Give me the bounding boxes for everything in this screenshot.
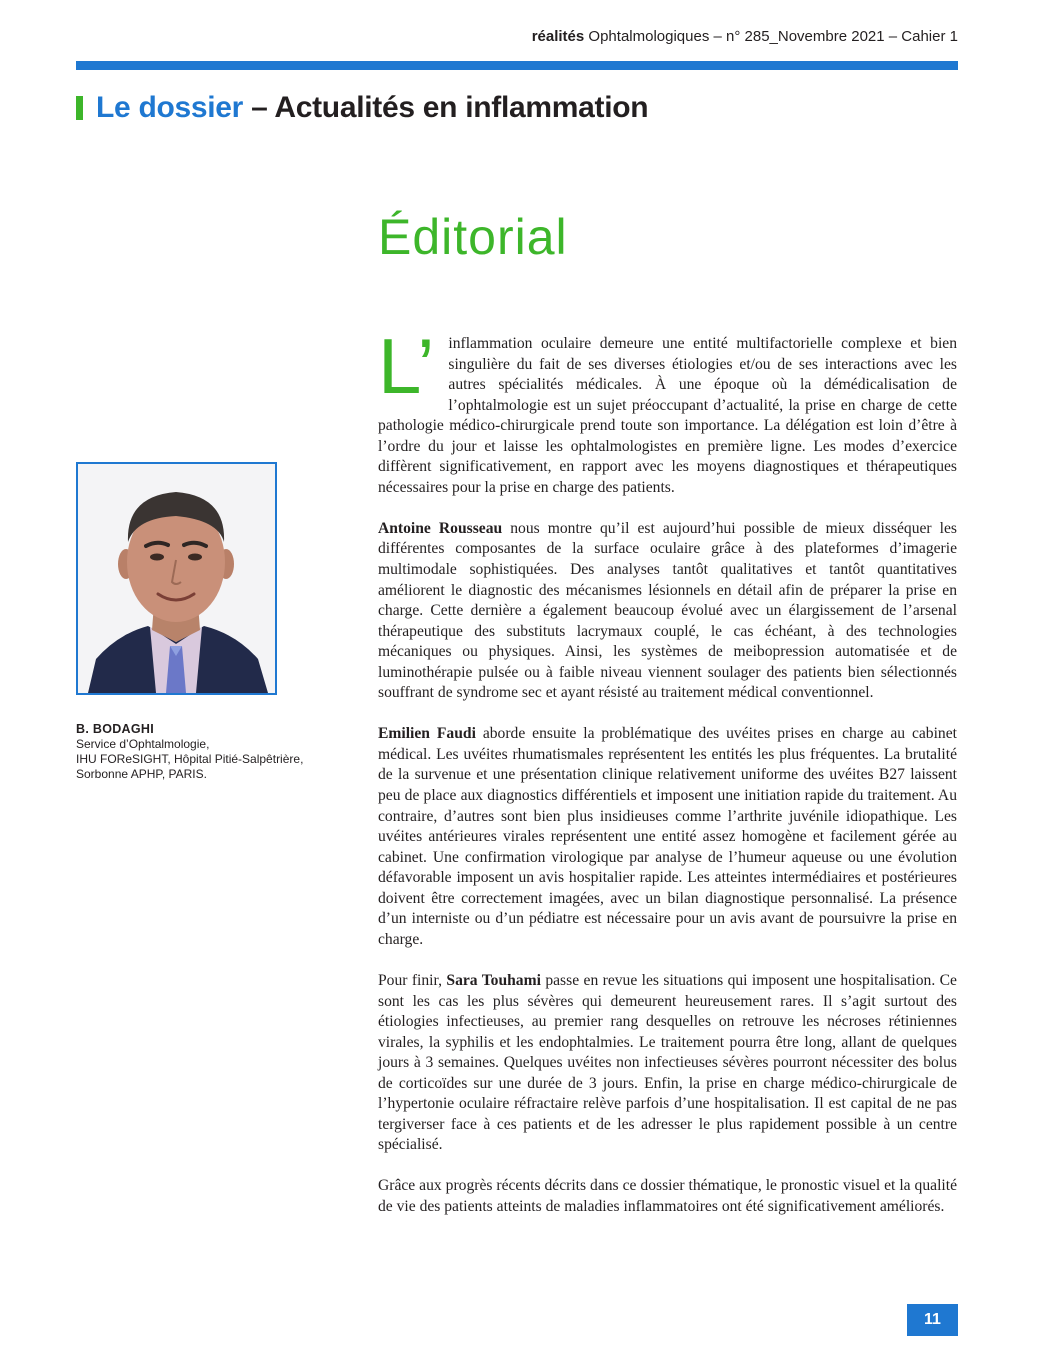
paragraph-text: nous montre qu’il est aujourd’hui possible de mieux disséquer les différentes composantes de la surface oculaire grâce à des plateformes d’imagerie multimodale sophistiquées. Des analyses tantôt qualitatives et tantôt quantitatives améliorent le diagnostic des mécanismes lésionnels en détail afin de préparer la prise en charge. Cette dernière a également beaucoup évolué avec un élargissement de l’arsenal thérapeutique des substituts lacrymaux couplé, le cas échéant, à des technologies mécaniques ou physiques. Ainsi, les systèmes de meibopression automatisée et de luminothérapie pulsée ou à faible niveau viennent soulager des patients bien sélectionnés souffrant de syndrome sec et ayant résisté au traitement médical conventionnel. xyxy=(378,519,957,702)
paragraph-conclusion: Grâce aux progrès récents décrits dans ce dossier thématique, le pronostic visuel et la qualité de vie des patients atteints de maladies inflammatoires ont été significativement améliorés. xyxy=(378,1177,957,1215)
drop-cap: L’ xyxy=(378,322,435,410)
author-affiliation: Sorbonne APHP, PARIS. xyxy=(76,767,207,781)
author-name: B. BODAGHI xyxy=(76,722,154,736)
paragraph-intro xyxy=(378,322,957,498)
page-title: Éditorial xyxy=(378,209,568,265)
paragraph-lead: Pour finir, xyxy=(378,971,447,989)
paragraph-text: aborde ensuite la problématique des uvéites prises en charge au cabinet médical. Les uvéites rhumatismales représentent les entités les plus fréquentes. La brutalité de la survenue et une présentation clinique relativement uniforme des uvéites B27 laissent peu de place aux diagnostics différentiels et imposent une initiation rapide du traitement. Au contraire, d’autres sont bien plus insidieuses comme l’arthrite juvénile idiopathique. Les uvéites antérieures virales représentent une entité assez homogène et facilement gérée au cabinet. Une confirmation virologique par analyse de l’humeur aqueuse ou une évolution défavorable imposent un avis hospitalier rapide. Les atteintes intermédiaires et postérieures doivent être correctement imagées, avec un bilan diagnostique personnalisé. La présence d’un interniste ou d’un pédiatre est nécessaire pour un avis avant de poursuivre la prise en charge. xyxy=(378,725,957,948)
paragraph-faudi xyxy=(378,724,957,950)
section-marker xyxy=(76,96,83,120)
author-affiliation: Service d’Ophtalmologie, xyxy=(76,737,210,751)
header-rule xyxy=(76,61,958,70)
paragraph-rousseau xyxy=(378,519,957,704)
paragraph-touhami xyxy=(378,971,957,1156)
journal-brand: réalités xyxy=(531,28,585,45)
section-title xyxy=(76,88,648,128)
running-head xyxy=(532,28,958,45)
page-number: 11 xyxy=(907,1304,958,1336)
dossier-topic: – Actualités en inflammation xyxy=(251,91,649,124)
paragraph-text: inflammation oculaire demeure une entité multifactorielle complexe et bien singulière du fait de ses diverses étiologies et/ou de ses interactions avec les autres spécialités médicales. À une époque où la démédicalisation de l’ophtalmologie est un sujet préoccupant d’actualité, la prise en charge de cette pathologie médico-chirurgicale prend toute son importance. La délégation est loin d’être à l’ordre du jour et laisse les ophtalmologistes en première ligne. Les modes d’exercice diffèrent significativement, en rapport avec les moyens diagnostiques et thérapeutiques nécessaires pour la prise en charge des patients. xyxy=(378,335,957,496)
author-photo xyxy=(76,462,277,695)
journal-issue: Ophtalmologiques – n° 285_Novembre 2021 – Cahier 1 xyxy=(588,28,958,45)
article-body xyxy=(378,322,957,1238)
author-mention: Sara Touhami xyxy=(446,971,541,989)
paragraph-text: passe en revue les situations qui imposent une hospitalisation. Ce sont les cas les plus sévères qui demeurent heureusement rares. Il s’agit surtout des étiologies infectieuses, au premier rang desquelles on retrouve les nécroses rétiniennes virales, la syphilis et les endophtalmies. Le traitement pourra être long, allant de quelques jours à 3 semaines. Quelques uvéites non infectieuses sévères pourront nécessiter des bolus de corticoïdes sur une durée de 3 jours. Enfin, la prise en charge médico-chirurgicale de l’hypertonie oculaire réfractaire relève parfois d’une hospitalisation. Il est capital de ne pas tergiverser face à ces patients et de les adresser le plus rapidement possible à un centre spécialisé. xyxy=(378,971,957,1154)
author-mention: Antoine Rousseau xyxy=(378,519,503,537)
author-info xyxy=(76,722,326,782)
author-portrait-icon xyxy=(78,464,275,693)
author-mention: Emilien Faudi xyxy=(378,725,476,743)
author-affiliation: IHU FOReSIGHT, Hôpital Pitié-Salpêtrière, xyxy=(76,752,304,766)
dossier-label: Le dossier xyxy=(96,91,244,124)
